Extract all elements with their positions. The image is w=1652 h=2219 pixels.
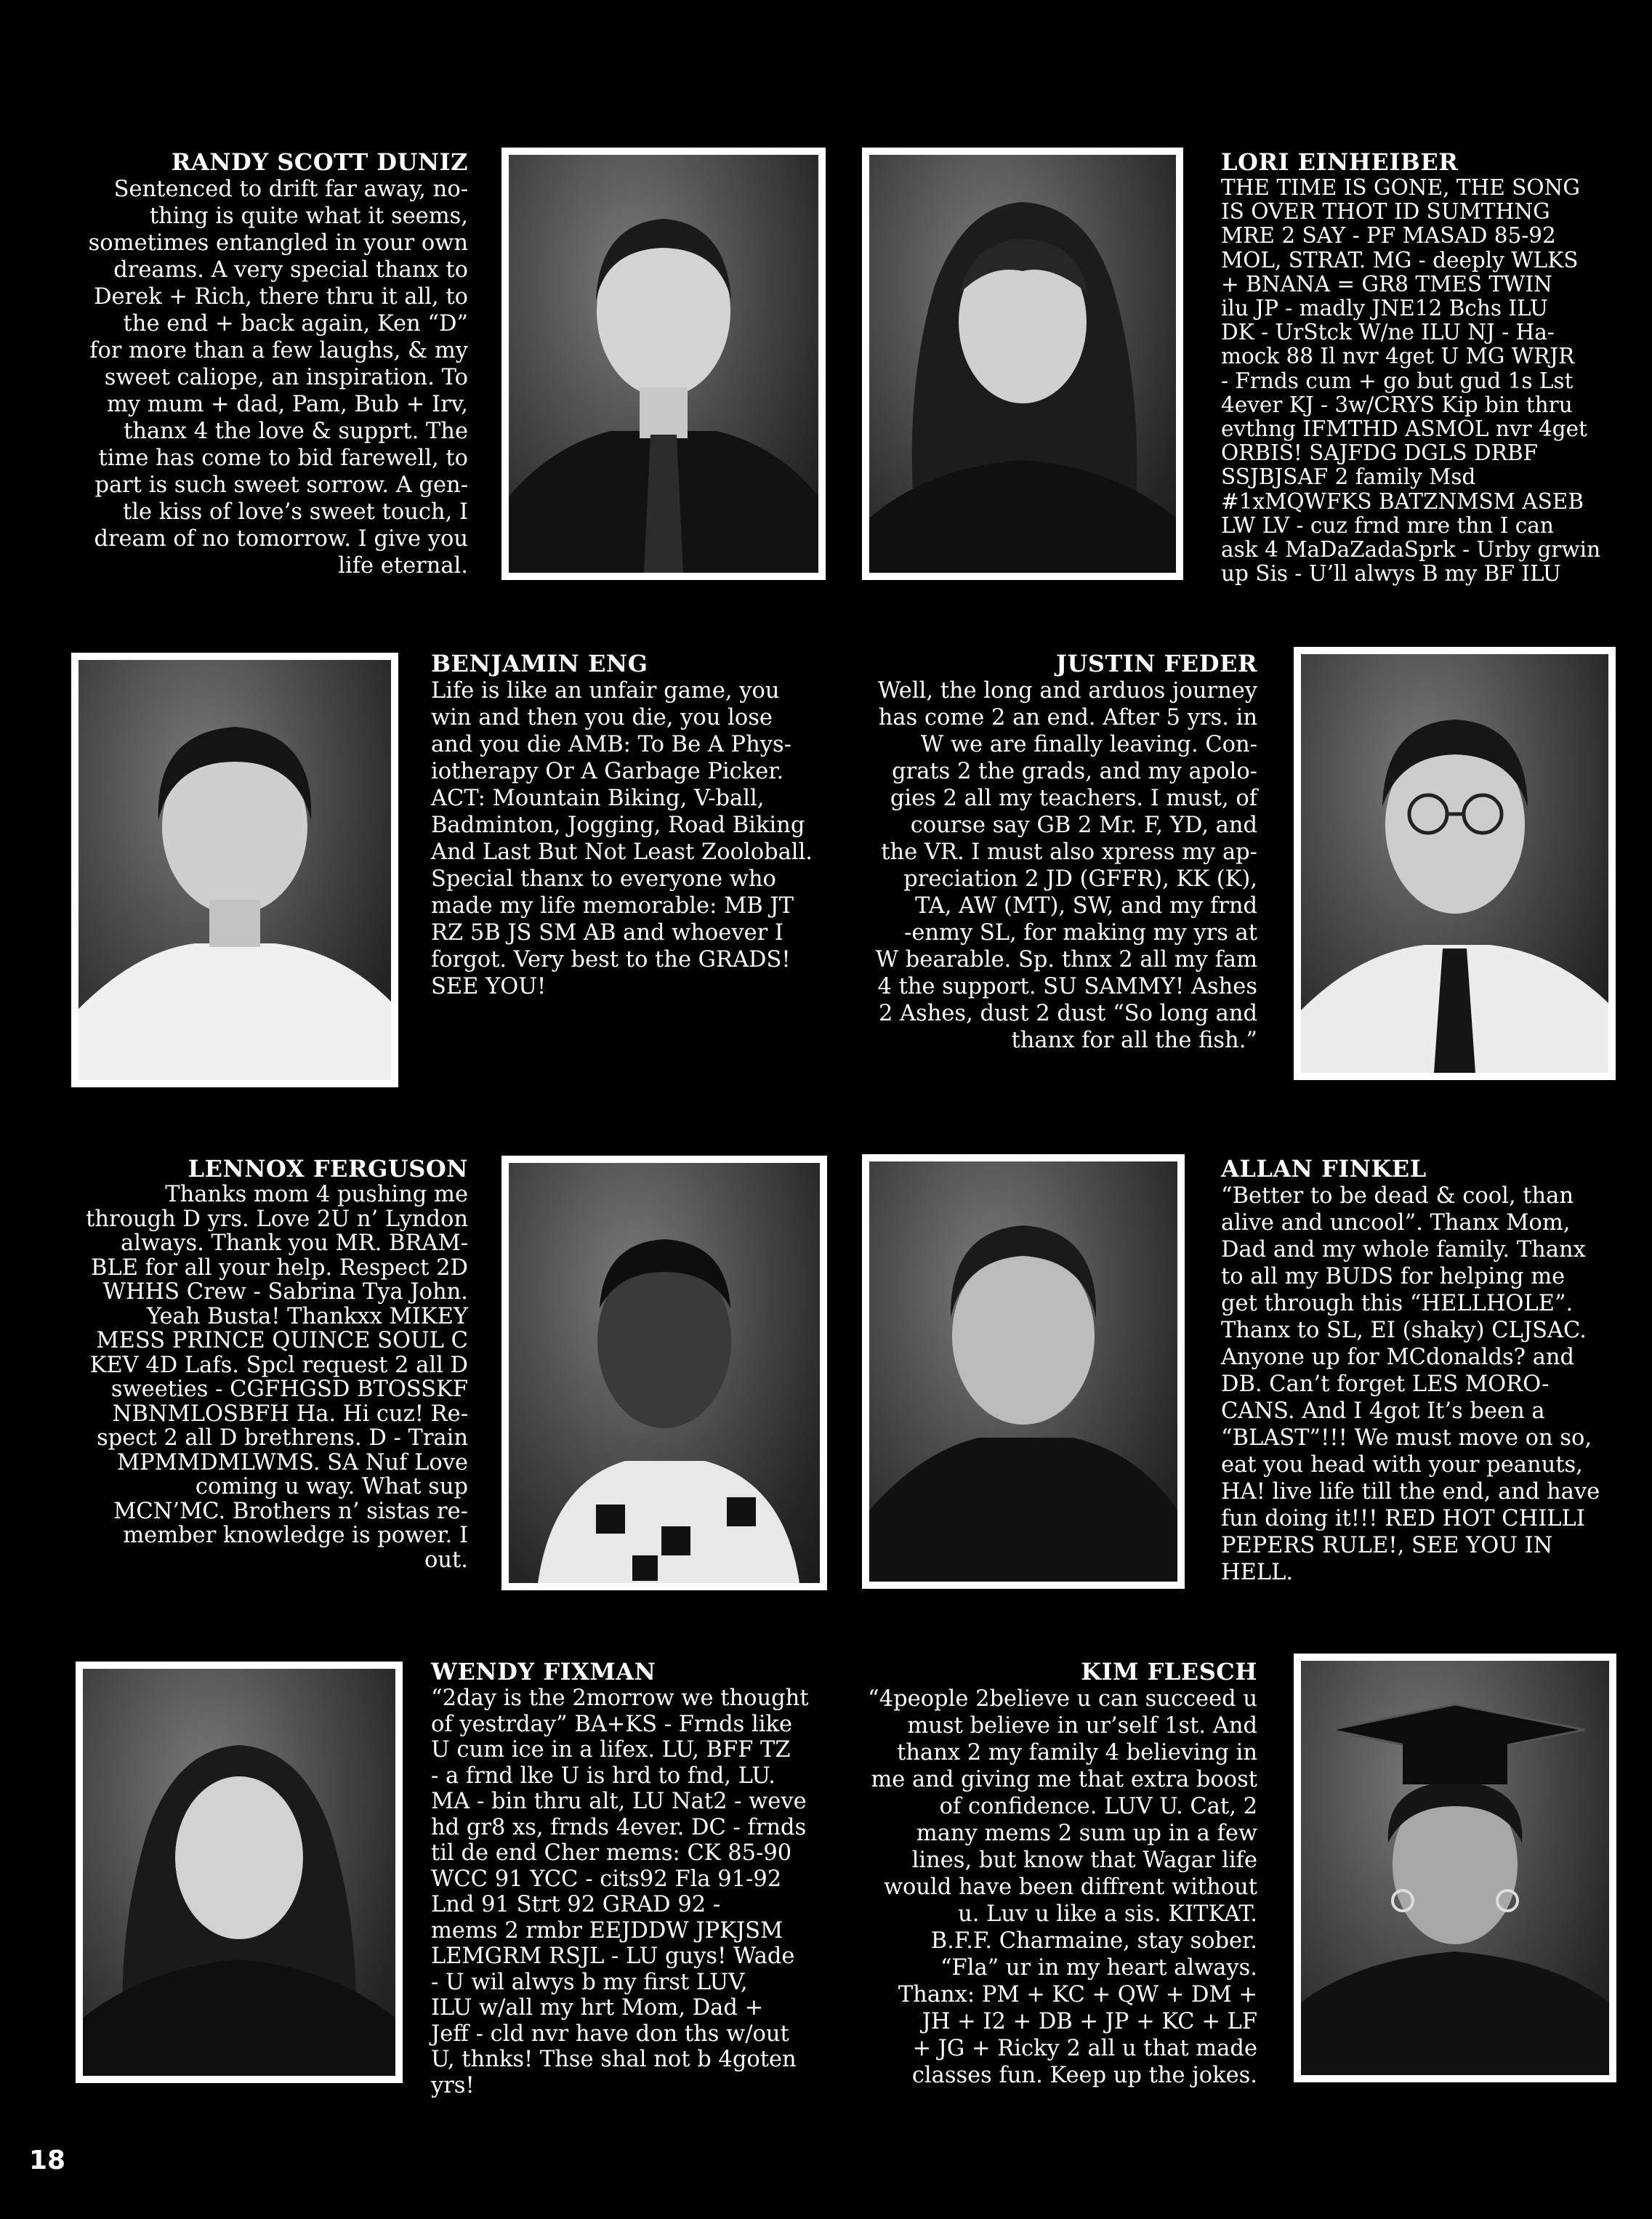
student-name: RANDY SCOTT DUNIZ xyxy=(171,148,468,176)
student-name: BENJAMIN ENG xyxy=(431,650,648,677)
student-quote: “2day is the 2morrow we thought of yestrday” BA+KS - Frnds like U cum ice in a lifex. LU, BFF TZ - a frnd lke U is hrd to fnd, LU. MA - bin thru alt, LU Nat2 - weve hd gr8 xs, frnds 4ever. DC - frnds til de end Cher mems: CK 85-90 WCC 91 YCC - cits92 Fla 91-92 Lnd 91 Strt 92 GRAD 92 - mems 2 rmbr EEJDDW JPKJSM LEMGRM RSJL - LU guys! Wade - U wil alwys b my first LUV, ILU w/all my hrt Mom, Dad + Jeff - cld nvr have don ths w/out U, thnks! Thse shal not b 4goten yrs! xyxy=(431,1686,809,2098)
student-name: LENNOX FERGUSON xyxy=(188,1155,468,1183)
portrait-photo-lennox-ferguson xyxy=(501,1156,827,1590)
entry-justin-feder xyxy=(865,651,1257,1054)
portrait-photo-allan-finkel xyxy=(862,1154,1185,1589)
page-number: 18 xyxy=(29,2146,66,2175)
portrait-photo-benjamin-eng xyxy=(71,653,398,1087)
entry-lori-einheiber xyxy=(1221,149,1635,586)
entry-lennox-ferguson xyxy=(44,1156,468,1572)
student-quote: Sentenced to drift far away, no- thing is quite what it seems, sometimes entangled in your own dreams. A very special thanx to Derek + Rich, there thru it all, to the end + back again, Ken “D” for more than a few laughs, & my sweet caliope, an inspiration. To my mum + dad, Pam, Bub + Irv, thanx 4 the love & supprt. The time has come to bid farewell, to part is such sweet sorrow. A gen- tle kiss of love’s sweet touch, I dream of no tomorrow. I give you life eternal. xyxy=(88,177,468,579)
student-quote: Well, the long and arduos journey has come 2 an end. After 5 yrs. in W we are finally leaving. Con- grats 2 the grads, and my apolo- gies 2 all my teachers. I must, of course say GB 2 Mr. F, YD, and the VR. I must also xpress my ap- preciation 2 JD (GFFR), KK (K), TA, AW (MT), SW, and my frnd -enmy SL, for making my yrs at W bearable. Sp. thnx 2 all my fam 4 the support. SU SAMMY! Ashes 2 Ashes, dust 2 dust “So long and thanx for all the fish.” xyxy=(875,678,1257,1053)
student-quote: Thanks mom 4 pushing me through D yrs. Love 2U n’ Lyndon always. Thank you MR. BRAM- BLE for all your help. Respect 2D WHHS Crew - Sabrina Tya John. Yeah Busta! Thankxx MIKEY MESS PRINCE QUINCE SOUL C KEV 4D Lafs. Spcl request 2 all D sweeties - CGFHGSD BTOSSKF NBNMLOSBFH Ha. Hi cuz! Re- spect 2 all D brethrens. D - Train MPMMDMLWMS. SA Nuf Love coming u way. What sup MCN’MC. Brothers n’ sistas re- member knowledge is power. I out. xyxy=(86,1182,468,1573)
student-name: ALLAN FINKEL xyxy=(1221,1155,1427,1183)
entry-wendy-fixman xyxy=(431,1659,838,2098)
portrait-photo-justin-feder xyxy=(1294,647,1616,1080)
student-name: WENDY FIXMAN xyxy=(431,1658,656,1686)
entry-randy-scott-duniz xyxy=(44,149,468,579)
entry-benjamin-eng xyxy=(431,651,838,1000)
portrait-photo-wendy-fixman xyxy=(76,1662,403,2083)
entry-kim-flesch xyxy=(858,1659,1257,2089)
student-quote: “4people 2believe u can succeed u must believe in ur’self 1st. And thanx 2 my family 4 believing in me and giving me that extra boost of confidence. LUV U. Cat, 2 many mems 2 sum up in a few lines, but know that Wagar life would have been diffrent without u. Luv u like a sis. KITKAT. B.F.F. Charmaine, stay sober. “Fla” ur in my heart always. Thanx: PM + KC + QW + DM + JH + I2 + DB + JP + KC + LF + JG + Ricky 2 all u that made classes fun. Keep up the jokes. xyxy=(868,1686,1257,2088)
entry-allan-finkel xyxy=(1221,1156,1643,1586)
portrait-photo-kim-flesch xyxy=(1294,1654,1616,2082)
student-quote: THE TIME IS GONE, THE SONG IS OVER THOT ID SUMTHNG MRE 2 SAY - PF MASAD 85-92 MOL, STRAT. MG - deeply WLKS + BNANA = GR8 TMES TWIN ilu JP - madly JNE12 Bchs ILU DK - UrStck W/ne ILU NJ - Ha- mock 88 Il nvr 4get U MG WRJR - Frnds cum + go but gud 1s Lst 4ever KJ - 3w/CRYS Kip bin thru evthng IFMTHD ASMOL nvr 4get ORBIS! SAJFDG DGLS DRBF SSJBJSAF 2 family Msd #1xMQWFKS BATZNMSM ASEB LW LV - cuz frnd mre thn I can ask 4 MaDaZadaSprk - Urby grwin up Sis - U’ll alwys B my BF ILU xyxy=(1221,175,1601,587)
student-quote: “Better to be dead & cool, than alive and uncool”. Thanx Mom, Dad and my whole family. Thanx to all my BUDS for helping me get through this “HELLHOLE”. Thanx to SL, EI (shaky) CLJSAC. Anyone up for MCdonalds? and DB. Can’t forget LES MORO- CANS. And I 4got It’s been a “BLAST”!!! We must move on so, eat you head with your peanuts, HA! live life till the end, and have fun doing it!!! RED HOT CHILLI PEPERS RULE!, SEE YOU IN HELL. xyxy=(1221,1183,1600,1585)
student-name: KIM FLESCH xyxy=(1081,1658,1257,1686)
student-quote: Life is like an unfair game, you win and then you die, you lose and you die AMB: To Be A Phys- iotherapy Or A Garbage Picker. ACT: Mountain Biking, V-ball, Badminton, Jogging, Road Biking And Last But Not Least Zooloball. Special thanx to everyone who made my life memorable: MB JT RZ 5B JS SM AB and whoever I forgot. Very best to the GRADS! SEE YOU! xyxy=(431,678,813,999)
portrait-photo-randy-duniz xyxy=(501,148,826,580)
student-name: JUSTIN FEDER xyxy=(1055,650,1257,677)
student-name: LORI EINHEIBER xyxy=(1221,148,1459,176)
portrait-photo-lori-einheiber xyxy=(862,148,1183,580)
